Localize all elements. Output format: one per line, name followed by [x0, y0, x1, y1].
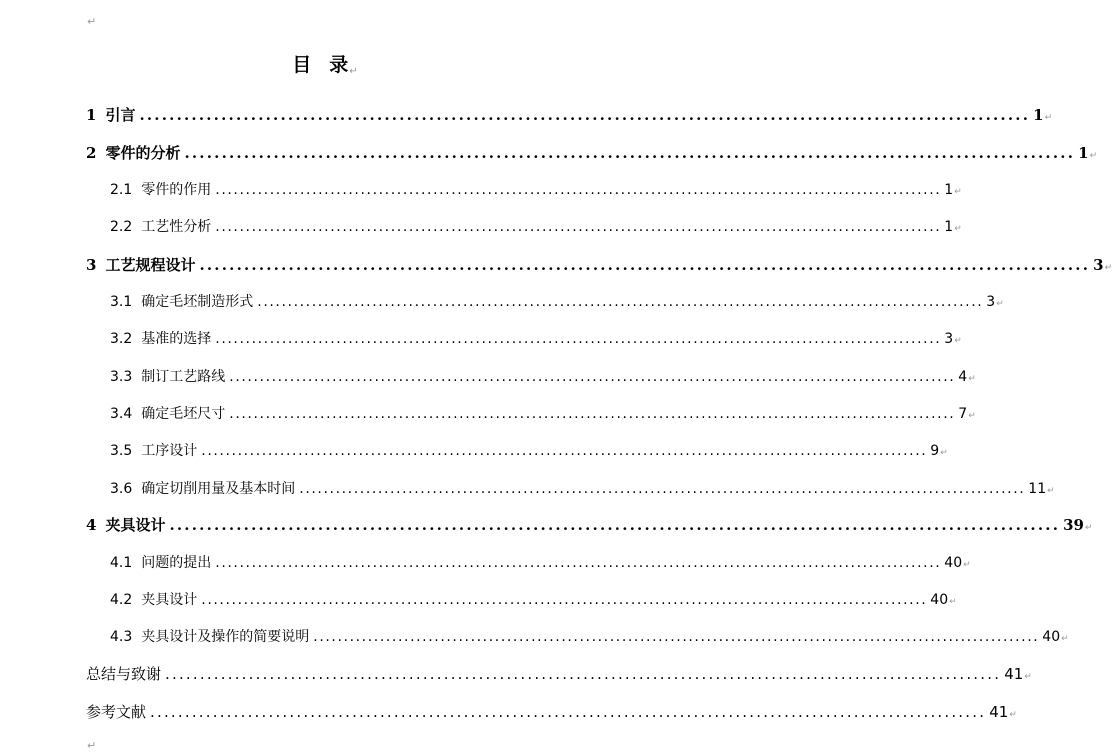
toc-entry-label: 4.3 夹具设计及操作的简要说明 [110, 629, 310, 645]
toc-entry-2[interactable] [86, 142, 1098, 163]
dot-leader: ........................................................................................................................ [201, 443, 928, 459]
toc-entry-references[interactable] [86, 701, 1017, 722]
toc-page-number: 9 [930, 443, 940, 459]
paragraph-mark: ↵ [1024, 672, 1032, 682]
toc-page-number: 40 [1042, 629, 1061, 645]
toc-entry-4[interactable] [86, 514, 1093, 535]
dot-leader: ........................................................................................................................ [215, 331, 942, 347]
toc-entry-label: 总结与致谢 [86, 665, 162, 683]
toc-page-number: 1 [1033, 106, 1044, 124]
toc-entry-3-3[interactable] [110, 366, 976, 386]
dot-leader: ........................................................................................................................ [169, 516, 1061, 534]
toc-entry-label: 3 工艺规程设计 [86, 256, 196, 274]
toc-page-number: 7 [958, 406, 968, 422]
paragraph-mark: ↵ [954, 336, 962, 346]
toc-entry-label: 参考文献 [86, 703, 147, 721]
toc-entry-2-1[interactable] [110, 179, 962, 199]
paragraph-mark-bottom: ↵ [87, 739, 97, 752]
toc-entry-3-6[interactable] [110, 478, 1055, 498]
paragraph-mark: ↵ [940, 448, 948, 458]
toc-page-number: 11 [1028, 481, 1047, 497]
toc-page-number: 1 [1078, 144, 1089, 162]
dot-leader: ........................................................................................................................ [215, 219, 942, 235]
dot-leader: ........................................................................................................................ [199, 256, 1091, 274]
paragraph-mark: ↵ [1104, 263, 1112, 273]
paragraph-mark: ↵ [954, 187, 962, 197]
toc-page-number: 3 [944, 331, 954, 347]
toc-entry-4-3[interactable] [110, 626, 1069, 646]
toc-entry-label: 1 引言 [86, 106, 136, 124]
toc-page-number: 3 [986, 294, 996, 310]
toc-entry-3-4[interactable] [110, 403, 976, 423]
paragraph-mark: ↵ [1047, 486, 1055, 496]
toc-page-number: 41 [1004, 665, 1024, 683]
toc-entry-label: 3.2 基准的选择 [110, 331, 212, 347]
dot-leader: ........................................................................................................................ [299, 481, 1026, 497]
toc-entry-label: 3.1 确定毛坯制造形式 [110, 294, 254, 310]
toc-entry-summary[interactable] [86, 663, 1032, 684]
dot-leader: ........................................................................................................................ [139, 106, 1031, 124]
dot-leader: ........................................................................................................................ [229, 406, 956, 422]
toc-title-part2: 录 [329, 54, 349, 76]
toc-page-number: 3 [1093, 256, 1104, 274]
dot-leader: ........................................................................................................................ [165, 665, 1002, 683]
toc-page-number: 40 [930, 592, 949, 608]
paragraph-mark: ↵ [1085, 523, 1093, 533]
paragraph-mark: ↵ [954, 224, 962, 234]
toc-page-number: 40 [944, 555, 963, 571]
toc-page-number: 4 [958, 369, 968, 385]
paragraph-mark: ↵ [1009, 710, 1017, 720]
toc-title-part1: 目 [292, 54, 312, 76]
toc-page-number: 41 [989, 703, 1009, 721]
toc-entry-3[interactable] [86, 254, 1112, 275]
paragraph-mark: ↵ [963, 560, 971, 570]
toc-entry-label: 3.6 确定切削用量及基本时间 [110, 481, 296, 497]
toc-entry-label: 2.1 零件的作用 [110, 182, 212, 198]
paragraph-mark: ↵ [968, 374, 976, 384]
toc-entry-1[interactable] [86, 104, 1053, 125]
toc-entry-2-2[interactable] [110, 216, 962, 236]
toc-entry-label: 3.3 制订工艺路线 [110, 369, 226, 385]
dot-leader: ........................................................................................................................ [229, 369, 956, 385]
paragraph-mark: ↵ [949, 597, 957, 607]
dot-leader: ........................................................................................................................ [150, 703, 987, 721]
paragraph-mark-top: ↵ [87, 15, 97, 28]
toc-page-number: 1 [944, 182, 954, 198]
toc-entry-label: 3.4 确定毛坯尺寸 [110, 406, 226, 422]
paragraph-mark: ↵ [968, 411, 976, 421]
dot-leader: ........................................................................................................................ [257, 294, 984, 310]
toc-entry-3-1[interactable] [110, 291, 1004, 311]
toc-entry-label: 2.2 工艺性分析 [110, 219, 212, 235]
dot-leader: ........................................................................................................................ [201, 592, 928, 608]
toc-entry-label: 4.2 夹具设计 [110, 592, 198, 608]
toc-entry-4-2[interactable] [110, 589, 957, 609]
dot-leader: ........................................................................................................................ [215, 555, 942, 571]
paragraph-mark: ↵ [349, 66, 358, 77]
paragraph-mark: ↵ [996, 299, 1004, 309]
toc-entry-3-5[interactable] [110, 440, 948, 460]
toc-entry-4-1[interactable] [110, 552, 971, 572]
toc-entry-3-2[interactable] [110, 328, 962, 348]
dot-leader: ........................................................................................................................ [184, 144, 1076, 162]
dot-leader: ........................................................................................................................ [215, 182, 942, 198]
toc-entry-label: 4.1 问题的提出 [110, 555, 212, 571]
dot-leader: ........................................................................................................................ [313, 629, 1040, 645]
paragraph-mark: ↵ [1044, 113, 1053, 123]
paragraph-mark: ↵ [1089, 151, 1098, 161]
paragraph-mark: ↵ [1061, 634, 1069, 644]
toc-entry-label: 3.5 工序设计 [110, 443, 198, 459]
toc-entry-label: 2 零件的分析 [86, 144, 181, 162]
toc-entry-label: 4 夹具设计 [86, 516, 166, 534]
toc-page-number: 1 [944, 219, 954, 235]
toc-page-number: 39 [1063, 516, 1084, 534]
